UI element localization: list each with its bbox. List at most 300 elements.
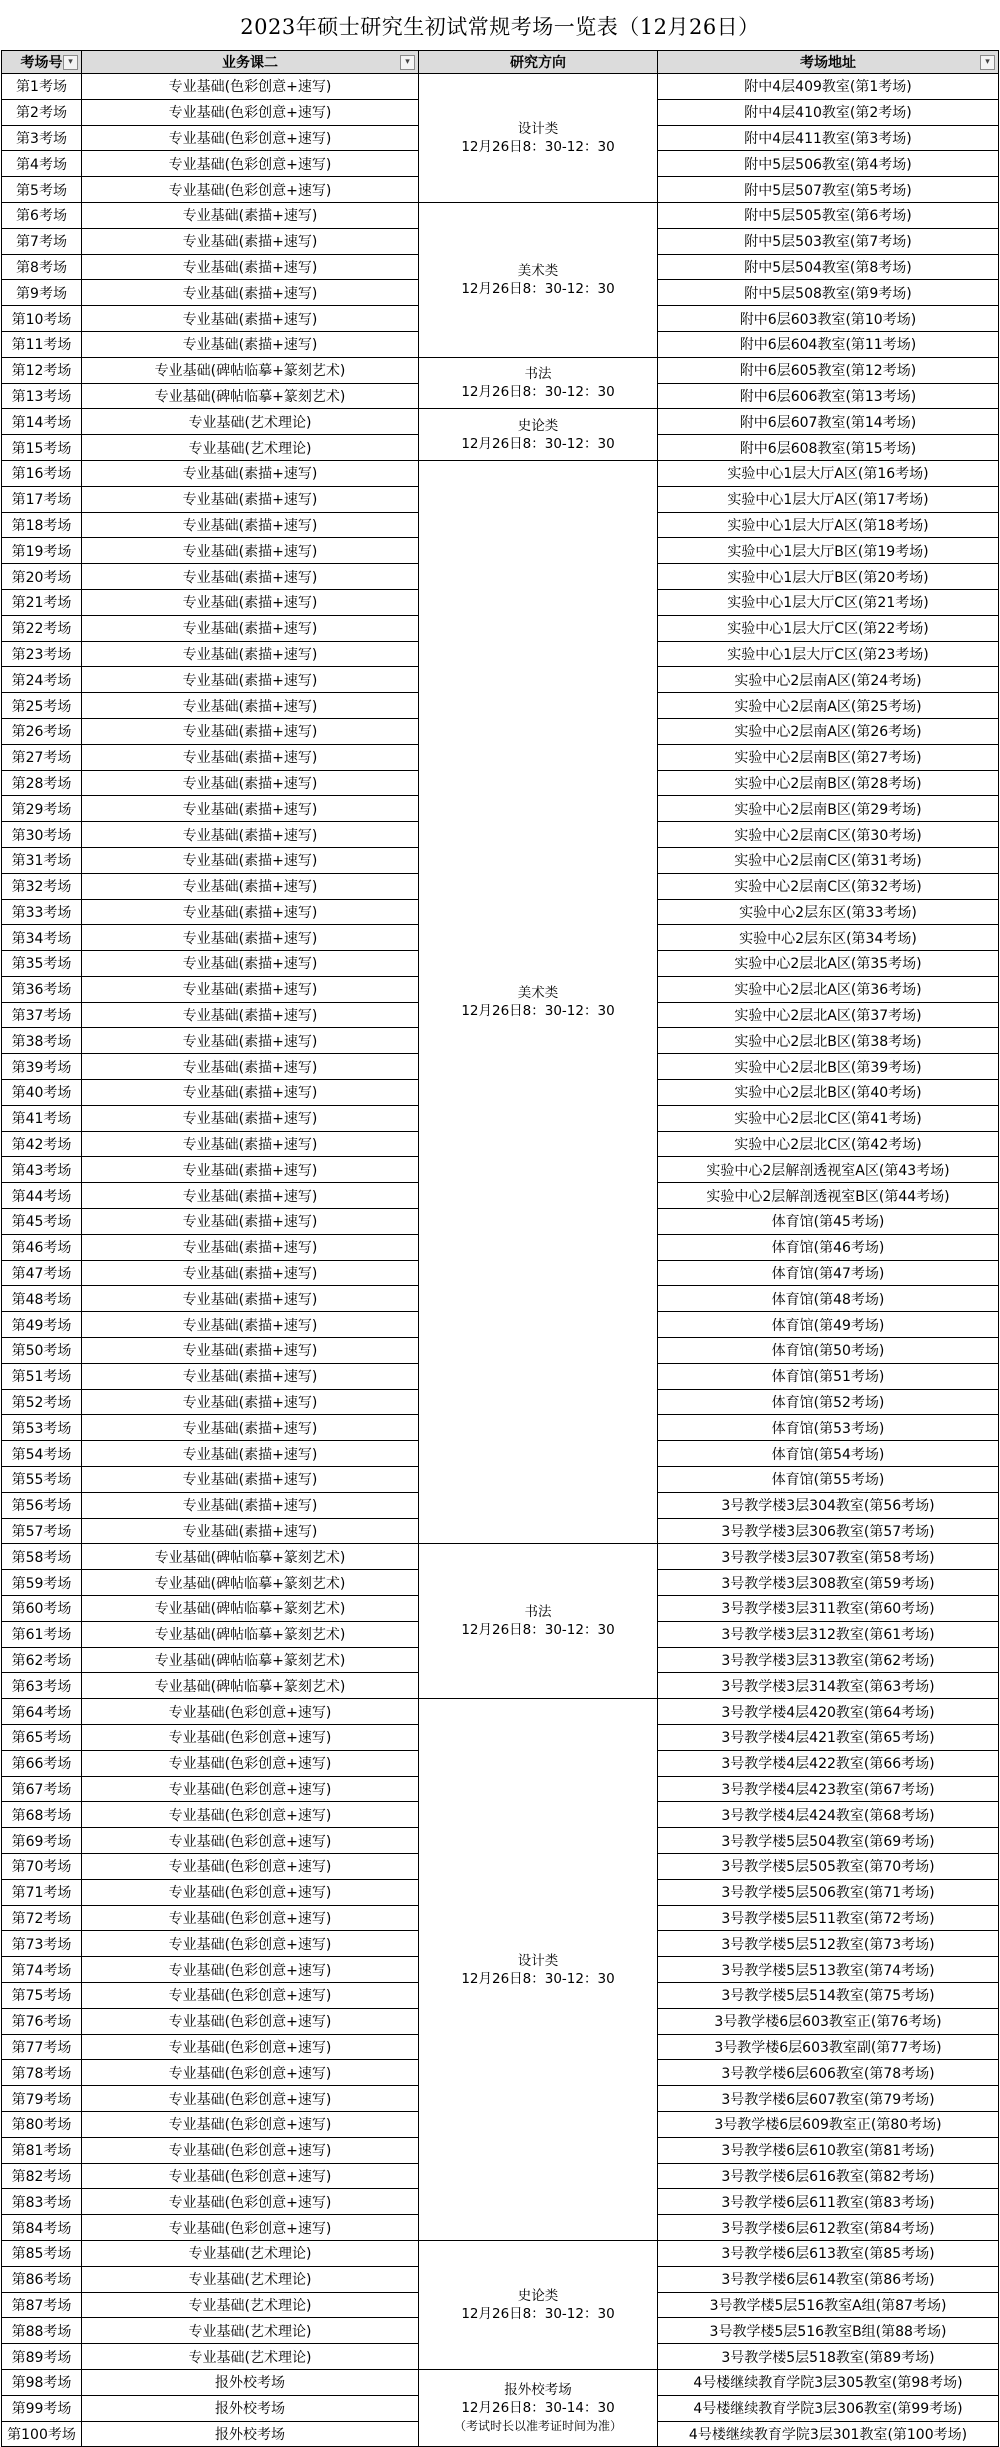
address-cell[interactable]: 3号教学楼3层304教室(第56考场) (658, 1492, 999, 1518)
address-cell[interactable]: 4号楼继续教育学院3层306教室(第99考场) (658, 2395, 999, 2421)
subject-cell[interactable]: 专业基础(色彩创意+速写) (82, 1905, 419, 1931)
room-number-cell[interactable]: 第20考场 (2, 564, 82, 590)
room-number-cell[interactable]: 第84考场 (2, 2215, 82, 2241)
room-number-cell[interactable]: 第60考场 (2, 1596, 82, 1622)
room-number-cell[interactable]: 第58考场 (2, 1544, 82, 1570)
subject-cell[interactable]: 专业基础(色彩创意+速写) (82, 1802, 419, 1828)
room-number-cell[interactable]: 第55考场 (2, 1467, 82, 1493)
address-cell[interactable]: 3号教学楼5层505教室(第70考场) (658, 1853, 999, 1879)
room-number-cell[interactable]: 第62考场 (2, 1647, 82, 1673)
address-cell[interactable]: 实验中心2层东区(第33考场) (658, 899, 999, 925)
room-number-cell[interactable]: 第25考场 (2, 693, 82, 719)
address-cell[interactable]: 3号教学楼5层511教室(第72考场) (658, 1905, 999, 1931)
address-cell[interactable]: 实验中心2层北A区(第35考场) (658, 951, 999, 977)
subject-cell[interactable]: 专业基础(艺术理论) (82, 2240, 419, 2266)
room-number-cell[interactable]: 第15考场 (2, 435, 82, 461)
room-number-cell[interactable]: 第64考场 (2, 1699, 82, 1725)
room-number-cell[interactable]: 第21考场 (2, 589, 82, 615)
subject-cell[interactable]: 专业基础(素描+速写) (82, 1441, 419, 1467)
room-number-cell[interactable]: 第2考场 (2, 99, 82, 125)
subject-cell[interactable]: 专业基础(素描+速写) (82, 667, 419, 693)
room-number-cell[interactable]: 第4考场 (2, 151, 82, 177)
address-cell[interactable]: 3号教学楼6层612教室(第84考场) (658, 2215, 999, 2241)
subject-cell[interactable]: 专业基础(素描+速写) (82, 925, 419, 951)
direction-time: 12月26日8：30-12：30 (461, 2305, 615, 2322)
room-number-cell[interactable]: 第79考场 (2, 2086, 82, 2112)
room-number-cell[interactable]: 第8考场 (2, 254, 82, 280)
room-number-cell[interactable]: 第37考场 (2, 1002, 82, 1028)
subject-cell[interactable]: 专业基础(色彩创意+速写) (82, 151, 419, 177)
subject-cell[interactable]: 专业基础(素描+速写) (82, 202, 419, 228)
address-cell[interactable]: 实验中心2层北B区(第39考场) (658, 1054, 999, 1080)
address-cell[interactable]: 3号教学楼3层314教室(第63考场) (658, 1673, 999, 1699)
address-cell[interactable]: 附中6层604教室(第11考场) (658, 331, 999, 357)
room-number-cell[interactable]: 第31考场 (2, 847, 82, 873)
room-number-cell[interactable]: 第23考场 (2, 641, 82, 667)
subject-cell[interactable]: 专业基础(色彩创意+速写) (82, 2215, 419, 2241)
address-cell[interactable]: 附中6层607教室(第14考场) (658, 409, 999, 435)
subject-cell[interactable]: 专业基础(素描+速写) (82, 873, 419, 899)
address-cell[interactable]: 3号教学楼6层606教室(第78考场) (658, 2060, 999, 2086)
room-number-cell[interactable]: 第28考场 (2, 770, 82, 796)
address-cell[interactable]: 3号教学楼3层312教室(第61考场) (658, 1621, 999, 1647)
address-cell[interactable]: 3号教学楼3层311教室(第60考场) (658, 1596, 999, 1622)
room-number-cell[interactable]: 第78考场 (2, 2060, 82, 2086)
address-cell[interactable]: 附中6层606教室(第13考场) (658, 383, 999, 409)
address-cell[interactable]: 实验中心2层北A区(第36考场) (658, 976, 999, 1002)
room-number-cell[interactable]: 第27考场 (2, 744, 82, 770)
room-number-cell[interactable]: 第56考场 (2, 1492, 82, 1518)
direction-cell[interactable] (419, 460, 658, 1543)
address-cell[interactable]: 3号教学楼6层610教室(第81考场) (658, 2137, 999, 2163)
address-cell[interactable]: 体育馆(第49考场) (658, 1312, 999, 1338)
table-body (2, 74, 999, 2447)
direction-label: 书法 (524, 366, 552, 383)
subject-cell[interactable]: 专业基础(素描+速写) (82, 951, 419, 977)
room-number-cell[interactable]: 第57考场 (2, 1518, 82, 1544)
subject-cell[interactable]: 报外校考场 (82, 2421, 419, 2447)
room-number-cell[interactable]: 第13考场 (2, 383, 82, 409)
room-number-cell[interactable]: 第1考场 (2, 74, 82, 100)
subject-cell[interactable]: 专业基础(素描+速写) (82, 331, 419, 357)
subject-cell[interactable]: 专业基础(素描+速写) (82, 1054, 419, 1080)
subject-cell[interactable]: 专业基础(素描+速写) (82, 847, 419, 873)
address-cell[interactable]: 实验中心2层南B区(第28考场) (658, 770, 999, 796)
address-cell[interactable]: 3号教学楼4层420教室(第64考场) (658, 1699, 999, 1725)
subject-cell[interactable]: 专业基础(艺术理论) (82, 2318, 419, 2344)
address-cell[interactable]: 附中5层508教室(第9考场) (658, 280, 999, 306)
subject-cell[interactable]: 专业基础(素描+速写) (82, 228, 419, 254)
address-cell[interactable]: 3号教学楼6层613教室(第85考场) (658, 2240, 999, 2266)
subject-cell[interactable]: 专业基础(色彩创意+速写) (82, 2086, 419, 2112)
room-number-cell[interactable]: 第72考场 (2, 1905, 82, 1931)
direction-label: 设计类 (517, 120, 559, 137)
subject-cell[interactable]: 专业基础(素描+速写) (82, 899, 419, 925)
room-number-cell[interactable]: 第51考场 (2, 1363, 82, 1389)
subject-cell[interactable]: 专业基础(素描+速写) (82, 615, 419, 641)
address-cell[interactable]: 4号楼继续教育学院3层301教室(第100考场) (658, 2421, 999, 2447)
address-cell[interactable]: 3号教学楼5层512教室(第73考场) (658, 1931, 999, 1957)
room-number-cell[interactable]: 第77考场 (2, 2034, 82, 2060)
direction-cell[interactable] (419, 202, 658, 357)
address-cell[interactable]: 3号教学楼3层308教室(第59考场) (658, 1570, 999, 1596)
room-number-cell[interactable]: 第49考场 (2, 1312, 82, 1338)
room-number-cell[interactable]: 第99考场 (2, 2395, 82, 2421)
room-number-cell[interactable]: 第81考场 (2, 2137, 82, 2163)
room-number-cell[interactable]: 第7考场 (2, 228, 82, 254)
room-number-cell[interactable]: 第48考场 (2, 1286, 82, 1312)
address-cell[interactable]: 实验中心1层大厅A区(第18考场) (658, 512, 999, 538)
subject-cell[interactable]: 专业基础(色彩创意+速写) (82, 1750, 419, 1776)
address-cell[interactable]: 3号教学楼4层423教室(第67考场) (658, 1776, 999, 1802)
address-cell[interactable]: 实验中心2层南B区(第29考场) (658, 796, 999, 822)
subject-cell[interactable]: 专业基础(素描+速写) (82, 1492, 419, 1518)
table-header-row (2, 51, 999, 74)
room-number-cell[interactable]: 第41考场 (2, 1105, 82, 1131)
room-number-cell[interactable]: 第22考场 (2, 615, 82, 641)
address-cell[interactable]: 附中6层608教室(第15考场) (658, 435, 999, 461)
room-number-cell[interactable]: 第66考场 (2, 1750, 82, 1776)
subject-cell[interactable]: 专业基础(碑帖临摹+篆刻艺术) (82, 1596, 419, 1622)
subject-cell[interactable]: 专业基础(艺术理论) (82, 409, 419, 435)
room-number-cell[interactable]: 第33考场 (2, 899, 82, 925)
address-cell[interactable]: 3号教学楼5层516教室A组(第87考场) (658, 2292, 999, 2318)
room-number-cell[interactable]: 第80考场 (2, 2111, 82, 2137)
room-number-cell[interactable]: 第70考场 (2, 1853, 82, 1879)
subject-cell[interactable]: 专业基础(色彩创意+速写) (82, 2060, 419, 2086)
address-cell[interactable]: 附中6层603教室(第10考场) (658, 306, 999, 332)
room-number-cell[interactable]: 第44考场 (2, 1183, 82, 1209)
room-number-cell[interactable]: 第52考场 (2, 1389, 82, 1415)
room-number-cell[interactable]: 第24考场 (2, 667, 82, 693)
address-cell[interactable]: 体育馆(第54考场) (658, 1441, 999, 1467)
address-cell[interactable]: 实验中心2层南C区(第31考场) (658, 847, 999, 873)
subject-cell[interactable]: 专业基础(素描+速写) (82, 744, 419, 770)
room-number-cell[interactable]: 第63考场 (2, 1673, 82, 1699)
room-number-cell[interactable]: 第5考场 (2, 177, 82, 203)
address-cell[interactable]: 3号教学楼6层603教室副(第77考场) (658, 2034, 999, 2060)
address-cell[interactable]: 实验中心2层南C区(第30考场) (658, 822, 999, 848)
subject-cell[interactable]: 专业基础(碑帖临摹+篆刻艺术) (82, 383, 419, 409)
room-number-cell[interactable]: 第65考场 (2, 1725, 82, 1751)
address-cell[interactable]: 体育馆(第52考场) (658, 1389, 999, 1415)
address-cell[interactable]: 实验中心1层大厅A区(第17考场) (658, 486, 999, 512)
header-label: 业务课二 (222, 55, 278, 71)
address-cell[interactable]: 3号教学楼4层421教室(第65考场) (658, 1725, 999, 1751)
subject-cell[interactable]: 专业基础(素描+速写) (82, 1518, 419, 1544)
subject-cell[interactable]: 专业基础(素描+速写) (82, 1028, 419, 1054)
subject-cell[interactable]: 专业基础(素描+速写) (82, 641, 419, 667)
address-cell[interactable]: 3号教学楼6层603教室正(第76考场) (658, 2008, 999, 2034)
room-number-cell[interactable]: 第34考场 (2, 925, 82, 951)
subject-cell[interactable]: 专业基础(碑帖临摹+篆刻艺术) (82, 1673, 419, 1699)
address-cell[interactable]: 体育馆(第46考场) (658, 1234, 999, 1260)
room-number-cell[interactable]: 第42考场 (2, 1131, 82, 1157)
room-number-cell[interactable]: 第83考场 (2, 2189, 82, 2215)
room-number-cell[interactable]: 第54考场 (2, 1441, 82, 1467)
address-cell[interactable]: 3号教学楼6层607教室(第79考场) (658, 2086, 999, 2112)
subject-cell[interactable]: 专业基础(素描+速写) (82, 976, 419, 1002)
subject-cell[interactable]: 专业基础(素描+速写) (82, 1209, 419, 1235)
subject-cell[interactable]: 专业基础(色彩创意+速写) (82, 1828, 419, 1854)
room-number-cell[interactable]: 第12考场 (2, 357, 82, 383)
subject-cell[interactable]: 专业基础(色彩创意+速写) (82, 125, 419, 151)
filter-dropdown-icon[interactable]: ▾ (400, 55, 415, 70)
room-number-cell[interactable]: 第75考场 (2, 1982, 82, 2008)
direction-cell[interactable] (419, 2240, 658, 2369)
address-cell[interactable]: 3号教学楼6层614教室(第86考场) (658, 2266, 999, 2292)
address-cell[interactable]: 实验中心2层北B区(第40考场) (658, 1080, 999, 1106)
subject-cell[interactable]: 专业基础(素描+速写) (82, 1183, 419, 1209)
address-cell[interactable]: 体育馆(第47考场) (658, 1260, 999, 1286)
address-cell[interactable]: 3号教学楼4层422教室(第66考场) (658, 1750, 999, 1776)
room-number-cell[interactable]: 第38考场 (2, 1028, 82, 1054)
address-cell[interactable]: 附中5层507教室(第5考场) (658, 177, 999, 203)
subject-cell[interactable]: 专业基础(素描+速写) (82, 718, 419, 744)
room-number-cell[interactable]: 第69考场 (2, 1828, 82, 1854)
room-number-cell[interactable]: 第47考场 (2, 1260, 82, 1286)
room-number-cell[interactable]: 第85考场 (2, 2240, 82, 2266)
address-cell[interactable]: 3号教学楼6层611教室(第83考场) (658, 2189, 999, 2215)
direction-label: 设计类 (517, 1952, 559, 1969)
subject-cell[interactable]: 专业基础(艺术理论) (82, 435, 419, 461)
subject-cell[interactable]: 专业基础(素描+速写) (82, 589, 419, 615)
address-cell[interactable]: 附中6层605教室(第12考场) (658, 357, 999, 383)
address-cell[interactable]: 3号教学楼5层514教室(第75考场) (658, 1982, 999, 2008)
address-cell[interactable]: 附中4层410教室(第2考场) (658, 99, 999, 125)
subject-cell[interactable]: 专业基础(色彩创意+速写) (82, 2034, 419, 2060)
address-cell[interactable]: 3号教学楼5层513教室(第74考场) (658, 1957, 999, 1983)
subject-cell[interactable]: 专业基础(素描+速写) (82, 1286, 419, 1312)
address-cell[interactable]: 体育馆(第51考场) (658, 1363, 999, 1389)
address-cell[interactable]: 体育馆(第53考场) (658, 1415, 999, 1441)
direction-cell[interactable] (419, 409, 658, 461)
address-cell[interactable]: 3号教学楼3层307教室(第58考场) (658, 1544, 999, 1570)
address-cell[interactable]: 3号教学楼5层506教室(第71考场) (658, 1879, 999, 1905)
address-cell[interactable]: 体育馆(第45考场) (658, 1209, 999, 1235)
address-cell[interactable]: 实验中心1层大厅C区(第22考场) (658, 615, 999, 641)
subject-cell[interactable]: 专业基础(素描+速写) (82, 280, 419, 306)
direction-cell[interactable] (419, 74, 658, 203)
room-number-cell[interactable]: 第14考场 (2, 409, 82, 435)
subject-cell[interactable]: 专业基础(素描+速写) (82, 460, 419, 486)
subject-cell[interactable]: 专业基础(素描+速写) (82, 1131, 419, 1157)
subject-cell[interactable]: 专业基础(色彩创意+速写) (82, 1853, 419, 1879)
subject-cell[interactable]: 专业基础(色彩创意+速写) (82, 2008, 419, 2034)
room-number-cell[interactable]: 第40考场 (2, 1080, 82, 1106)
subject-cell[interactable]: 专业基础(素描+速写) (82, 1415, 419, 1441)
address-cell[interactable]: 3号教学楼6层609教室正(第80考场) (658, 2111, 999, 2137)
room-number-cell[interactable]: 第76考场 (2, 2008, 82, 2034)
room-number-cell[interactable]: 第82考场 (2, 2163, 82, 2189)
subject-cell[interactable]: 专业基础(素描+速写) (82, 1363, 419, 1389)
subject-cell[interactable]: 专业基础(艺术理论) (82, 2344, 419, 2370)
room-number-cell[interactable]: 第59考场 (2, 1570, 82, 1596)
subject-cell[interactable]: 专业基础(色彩创意+速写) (82, 74, 419, 100)
subject-cell[interactable]: 专业基础(色彩创意+速写) (82, 1725, 419, 1751)
room-number-cell[interactable]: 第6考场 (2, 202, 82, 228)
address-cell[interactable]: 实验中心1层大厅B区(第20考场) (658, 564, 999, 590)
direction-time: 12月26日8：30-14：30 (461, 2400, 615, 2417)
address-cell[interactable]: 实验中心2层南A区(第24考场) (658, 667, 999, 693)
subject-cell[interactable]: 专业基础(素描+速写) (82, 254, 419, 280)
room-number-cell[interactable]: 第32考场 (2, 873, 82, 899)
address-cell[interactable]: 实验中心2层南B区(第27考场) (658, 744, 999, 770)
address-cell[interactable]: 3号教学楼5层518教室(第89考场) (658, 2344, 999, 2370)
address-cell[interactable]: 附中5层503教室(第7考场) (658, 228, 999, 254)
address-cell[interactable]: 体育馆(第55考场) (658, 1467, 999, 1493)
subject-cell[interactable]: 专业基础(色彩创意+速写) (82, 2111, 419, 2137)
subject-cell[interactable]: 专业基础(素描+速写) (82, 1260, 419, 1286)
room-number-cell[interactable]: 第9考场 (2, 280, 82, 306)
address-cell[interactable]: 实验中心2层解剖透视室B区(第44考场) (658, 1183, 999, 1209)
address-cell[interactable]: 实验中心2层南A区(第25考场) (658, 693, 999, 719)
address-cell[interactable]: 3号教学楼3层306教室(第57考场) (658, 1518, 999, 1544)
subject-cell[interactable]: 专业基础(素描+速写) (82, 306, 419, 332)
subject-cell[interactable]: 专业基础(素描+速写) (82, 1080, 419, 1106)
subject-cell[interactable]: 专业基础(碑帖临摹+篆刻艺术) (82, 1544, 419, 1570)
address-cell[interactable]: 3号教学楼5层504教室(第69考场) (658, 1828, 999, 1854)
room-number-cell[interactable]: 第17考场 (2, 486, 82, 512)
address-cell[interactable]: 实验中心1层大厅C区(第23考场) (658, 641, 999, 667)
address-cell[interactable]: 实验中心1层大厅C区(第21考场) (658, 589, 999, 615)
address-cell[interactable]: 3号教学楼5层516教室B组(第88考场) (658, 2318, 999, 2344)
subject-cell[interactable]: 专业基础(色彩创意+速写) (82, 2137, 419, 2163)
table-row (2, 202, 999, 228)
address-cell[interactable]: 实验中心2层南A区(第26考场) (658, 718, 999, 744)
subject-cell[interactable]: 专业基础(素描+速写) (82, 1234, 419, 1260)
subject-cell[interactable]: 专业基础(素描+速写) (82, 1389, 419, 1415)
subject-cell[interactable]: 专业基础(色彩创意+速写) (82, 2163, 419, 2189)
address-cell[interactable]: 4号楼继续教育学院3层305教室(第98考场) (658, 2369, 999, 2395)
room-number-cell[interactable]: 第45考场 (2, 1209, 82, 1235)
subject-cell[interactable]: 专业基础(色彩创意+速写) (82, 1776, 419, 1802)
room-number-cell[interactable]: 第3考场 (2, 125, 82, 151)
address-cell[interactable]: 3号教学楼3层313教室(第62考场) (658, 1647, 999, 1673)
room-number-cell[interactable]: 第87考场 (2, 2292, 82, 2318)
filter-dropdown-icon[interactable]: ▾ (63, 55, 78, 70)
address-cell[interactable]: 体育馆(第50考场) (658, 1338, 999, 1364)
subject-cell[interactable]: 专业基础(色彩创意+速写) (82, 1931, 419, 1957)
address-cell[interactable]: 实验中心2层南C区(第32考场) (658, 873, 999, 899)
address-cell[interactable]: 实验中心2层北A区(第37考场) (658, 1002, 999, 1028)
direction-cell[interactable] (419, 1544, 658, 1699)
subject-cell[interactable]: 专业基础(素描+速写) (82, 693, 419, 719)
subject-cell[interactable]: 专业基础(素描+速写) (82, 1105, 419, 1131)
subject-cell[interactable]: 专业基础(艺术理论) (82, 2266, 419, 2292)
subject-cell[interactable]: 专业基础(色彩创意+速写) (82, 1699, 419, 1725)
subject-cell[interactable]: 专业基础(色彩创意+速写) (82, 1879, 419, 1905)
room-number-cell[interactable]: 第43考场 (2, 1157, 82, 1183)
room-number-cell[interactable]: 第86考场 (2, 2266, 82, 2292)
room-number-cell[interactable]: 第71考场 (2, 1879, 82, 1905)
room-number-cell[interactable]: 第35考场 (2, 951, 82, 977)
subject-cell[interactable]: 专业基础(色彩创意+速写) (82, 2189, 419, 2215)
room-number-cell[interactable]: 第36考场 (2, 976, 82, 1002)
address-cell[interactable]: 附中5层504教室(第8考场) (658, 254, 999, 280)
address-cell[interactable]: 3号教学楼6层616教室(第82考场) (658, 2163, 999, 2189)
subject-cell[interactable]: 专业基础(素描+速写) (82, 486, 419, 512)
address-cell[interactable]: 实验中心2层北B区(第38考场) (658, 1028, 999, 1054)
room-number-cell[interactable]: 第98考场 (2, 2369, 82, 2395)
filter-dropdown-icon[interactable]: ▾ (980, 55, 995, 70)
direction-cell[interactable] (419, 1699, 658, 2241)
room-number-cell[interactable]: 第11考场 (2, 331, 82, 357)
subject-cell[interactable]: 专业基础(碑帖临摹+篆刻艺术) (82, 1621, 419, 1647)
room-number-cell[interactable]: 第50考场 (2, 1338, 82, 1364)
room-number-cell[interactable]: 第46考场 (2, 1234, 82, 1260)
address-cell[interactable]: 实验中心2层解剖透视室A区(第43考场) (658, 1157, 999, 1183)
subject-cell[interactable]: 专业基础(素描+速写) (82, 564, 419, 590)
table-row (2, 1699, 999, 1725)
room-number-cell[interactable]: 第26考场 (2, 718, 82, 744)
room-number-cell[interactable]: 第53考场 (2, 1415, 82, 1441)
subject-cell[interactable]: 专业基础(艺术理论) (82, 2292, 419, 2318)
subject-cell[interactable]: 专业基础(碑帖临摹+篆刻艺术) (82, 1647, 419, 1673)
address-cell[interactable]: 实验中心1层大厅A区(第16考场) (658, 460, 999, 486)
address-cell[interactable]: 体育馆(第48考场) (658, 1286, 999, 1312)
subject-cell[interactable]: 专业基础(色彩创意+速写) (82, 99, 419, 125)
room-number-cell[interactable]: 第61考场 (2, 1621, 82, 1647)
subject-cell[interactable]: 专业基础(素描+速写) (82, 1312, 419, 1338)
subject-cell[interactable]: 专业基础(素描+速写) (82, 1467, 419, 1493)
subject-cell[interactable]: 专业基础(素描+速写) (82, 512, 419, 538)
subject-cell[interactable]: 专业基础(色彩创意+速写) (82, 1957, 419, 1983)
subject-cell[interactable]: 专业基础(素描+速写) (82, 770, 419, 796)
address-cell[interactable]: 附中5层506教室(第4考场) (658, 151, 999, 177)
room-number-cell[interactable]: 第19考场 (2, 538, 82, 564)
room-number-cell[interactable]: 第73考场 (2, 1931, 82, 1957)
subject-cell[interactable]: 专业基础(色彩创意+速写) (82, 177, 419, 203)
subject-cell[interactable]: 专业基础(素描+速写) (82, 1157, 419, 1183)
address-cell[interactable]: 附中5层505教室(第6考场) (658, 202, 999, 228)
room-number-cell[interactable]: 第16考场 (2, 460, 82, 486)
subject-cell[interactable]: 报外校考场 (82, 2395, 419, 2421)
subject-cell[interactable]: 专业基础(素描+速写) (82, 1002, 419, 1028)
address-cell[interactable]: 实验中心2层东区(第34考场) (658, 925, 999, 951)
subject-cell[interactable]: 专业基础(色彩创意+速写) (82, 1982, 419, 2008)
subject-cell[interactable]: 专业基础(素描+速写) (82, 796, 419, 822)
room-number-cell[interactable]: 第10考场 (2, 306, 82, 332)
address-cell[interactable]: 附中4层409教室(第1考场) (658, 74, 999, 100)
subject-cell[interactable]: 报外校考场 (82, 2369, 419, 2395)
room-number-cell[interactable]: 第74考场 (2, 1957, 82, 1983)
exam-room-table (1, 50, 999, 2447)
room-number-cell[interactable]: 第88考场 (2, 2318, 82, 2344)
address-cell[interactable]: 实验中心2层北C区(第41考场) (658, 1105, 999, 1131)
room-number-cell[interactable]: 第100考场 (2, 2421, 82, 2447)
room-number-cell[interactable]: 第67考场 (2, 1776, 82, 1802)
address-cell[interactable]: 实验中心1层大厅B区(第19考场) (658, 538, 999, 564)
subject-cell[interactable]: 专业基础(素描+速写) (82, 538, 419, 564)
header-label: 考场号 (20, 55, 63, 71)
address-cell[interactable]: 实验中心2层北C区(第42考场) (658, 1131, 999, 1157)
subject-cell[interactable]: 专业基础(素描+速写) (82, 822, 419, 848)
room-number-cell[interactable]: 第18考场 (2, 512, 82, 538)
direction-cell[interactable] (419, 2369, 658, 2446)
room-number-cell[interactable]: 第89考场 (2, 2344, 82, 2370)
subject-cell[interactable]: 专业基础(碑帖临摹+篆刻艺术) (82, 357, 419, 383)
room-number-cell[interactable]: 第30考场 (2, 822, 82, 848)
address-cell[interactable]: 附中4层411教室(第3考场) (658, 125, 999, 151)
room-number-cell[interactable]: 第39考场 (2, 1054, 82, 1080)
room-number-cell[interactable]: 第29考场 (2, 796, 82, 822)
address-cell[interactable]: 3号教学楼4层424教室(第68考场) (658, 1802, 999, 1828)
subject-cell[interactable]: 专业基础(碑帖临摹+篆刻艺术) (82, 1570, 419, 1596)
room-number-cell[interactable]: 第68考场 (2, 1802, 82, 1828)
subject-cell[interactable]: 专业基础(素描+速写) (82, 1338, 419, 1364)
direction-cell[interactable] (419, 357, 658, 409)
